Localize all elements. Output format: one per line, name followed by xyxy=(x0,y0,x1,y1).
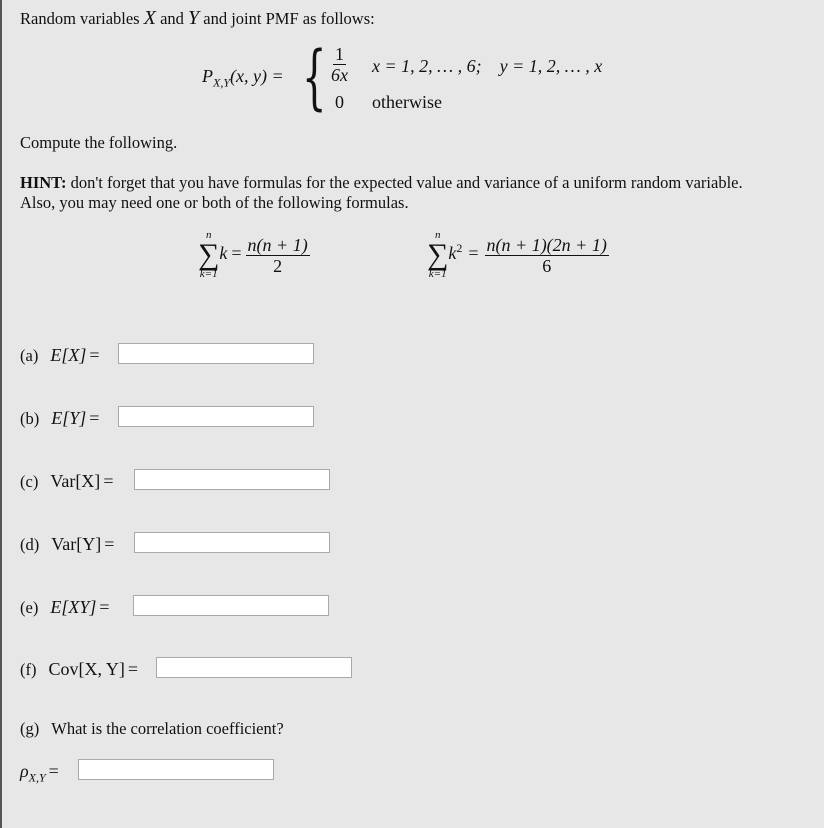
compute-text: Compute the following. xyxy=(20,133,178,152)
answer-input-a[interactable] xyxy=(118,343,314,364)
summation-symbol: n ∑ k=1 xyxy=(427,229,449,280)
summation-symbol: n ∑ k=1 xyxy=(198,229,220,280)
pmf-case2-condition: otherwise xyxy=(372,92,442,112)
var-y: Y xyxy=(188,7,200,29)
answer-input-d[interactable] xyxy=(134,532,330,553)
question-b-label: (b) E[Y] = xyxy=(20,408,100,428)
sum-formula-k: n ∑ k=1 k = $\frac{n(n + 1)}{2}$ xyxy=(198,229,308,280)
sum-formula-k-squared: n ∑ k=1 $k^2$ = $\frac{n(n + 1)(2n + 1)}{6}$ xyxy=(427,229,607,280)
var-x: X xyxy=(143,7,156,29)
pmf-lhs: $P_{X,Y}(x$, y) = xyxy=(202,66,284,90)
question-a-label: (a) E[X] = xyxy=(20,345,100,365)
answer-input-f[interactable] xyxy=(156,657,352,678)
intro-text: Random variables X and Y and joint PMF as follows: xyxy=(20,7,375,29)
cases-brace: { xyxy=(302,36,327,118)
pmf-case2-value: 0 xyxy=(335,92,344,112)
answer-input-e[interactable] xyxy=(133,595,329,616)
rho-label: $\rho_{X,Y}$ = xyxy=(20,761,59,785)
pmf-case1-fraction: $\frac{1}{6x}$ xyxy=(331,44,348,85)
hint-line-2: Also, you may need one or both of the following formulas. xyxy=(20,193,409,212)
answer-input-g[interactable] xyxy=(78,759,274,780)
answer-input-b[interactable] xyxy=(118,406,314,427)
hint-label: HINT: xyxy=(20,173,67,192)
answer-input-c[interactable] xyxy=(134,469,330,490)
question-c-label: (c) Var[X] = xyxy=(20,471,114,491)
pmf-case1-condition: x = 1, 2, … , 6; y = 1, 2, … , x xyxy=(372,56,603,76)
question-e-label: (e) E[XY] = xyxy=(20,597,110,617)
question-g-text: (g) What is the correlation coefficient? xyxy=(20,719,284,738)
hint-line-1: HINT: don't forget that you have formulas for the expected value and variance of a uniform random variable. xyxy=(20,173,743,192)
question-f-label: (f) Cov[X, Y] = xyxy=(20,659,138,679)
question-d-label: (d) Var[Y] = xyxy=(20,534,115,554)
